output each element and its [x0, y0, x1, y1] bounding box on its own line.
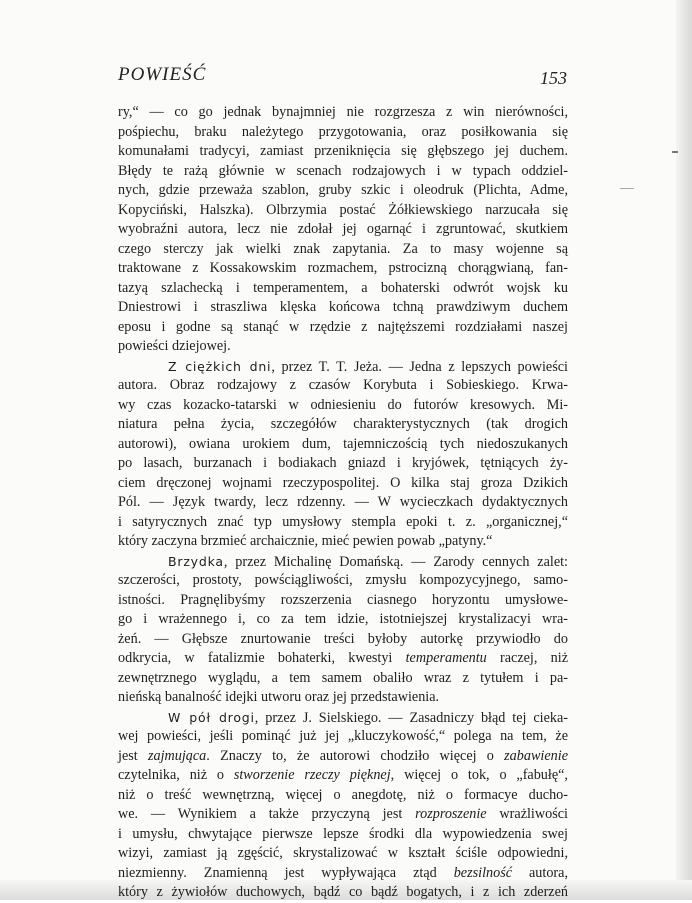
text-line: Dniestrowi i straszliwa klęska końcowa tchną prawdziwym duchem	[118, 299, 568, 315]
text-line: traktowane z Kossakowskim rozmachem, pstrocizną chorągwianą, fan-	[118, 260, 568, 276]
paragraph-1	[118, 103, 568, 357]
text-line	[118, 552, 568, 572]
text-line: i umysłu, chwytające pierwsze lepsze środki dla wypowiedzenia swej	[118, 825, 568, 842]
italic-phrase: stworzenie rzeczy pięknej	[233, 767, 391, 783]
text-line: autorowi), owiana urokiem dum, tajemniczością tych niedoszukanych	[118, 435, 568, 452]
entry-text: , przez T. T. Jeża. — Jedna z lepszych powieści	[271, 358, 568, 375]
margin-mark	[620, 188, 634, 189]
italic-phrase: rozproszenie	[415, 806, 487, 822]
body-text	[118, 103, 568, 903]
page-number: 153	[540, 68, 567, 88]
text-line: po lasach, burzanach i bodiakach gniazd i kryjówek, tętniących ży-	[118, 455, 568, 471]
text-line: i satyrycznych znać typ umysłowy stempla epoki t. z. „organicznej,“	[118, 513, 568, 530]
text-line: wizyi, zamiast ją zgęścić, skrystalizować w kształt ściśle odpowiedni,	[118, 845, 568, 861]
entry-title: Brzydka	[168, 553, 224, 569]
text-line: wy czas kozacko-tatarski w odniesieniu do futorów kresowych. Mi-	[118, 396, 568, 413]
text-line: Błędy te rażą głównie w scenach rodzajowych i w typach oddziel-	[118, 162, 568, 179]
text-line: szczerości, prostoty, powściągliwości, zmysłu kompozycyjnego, samo-	[118, 572, 568, 588]
text-line: wej powieści, jeśli pominąć już jej „kluczykowość,“ polega na tem, że	[118, 728, 568, 744]
entry-text: , przez J. Sielskiego. — Zasadniczy błąd tej cieka-	[254, 709, 568, 726]
text-line: wyobraźni autora, lecz nie zdołał jej ogarnąć i zgruntować, skutkiem	[118, 221, 568, 237]
text-line: Pól. — Język twardy, lecz rdzenny. — W wycieczkach dydaktycznych	[118, 494, 568, 510]
paragraph-2	[118, 357, 568, 552]
text-line: istności. Pragnęlibyśmy rozszerzenia ciasnego horyzontu umysłowe-	[118, 591, 568, 608]
text-line: jest zajmująca. Znaczy to, że autorowi chodziło więcej o zabawienie	[118, 747, 568, 764]
text-line: Kopyciński, Halszka). Olbrzymia postać Żółkiewskiego narzucała się	[118, 201, 568, 218]
text-line: ry,“ — co go jednak bynajmniej nie rozgrzesza z win nierówności,	[118, 104, 568, 120]
text-line: zewnętrznego wyglądu, a tem samem obaliło wraz z tytułem i pa-	[118, 669, 568, 686]
text-line	[118, 708, 568, 728]
running-head: POWIEŚĆ	[118, 64, 207, 85]
text-line: eposu i godne są stanąć w rzędzie z najtęższemi rozdziałami naszej	[118, 318, 568, 335]
text-line: niatura pełna życia, szczegółów charakterystycznych (tak drogich	[118, 416, 568, 432]
entry-text: , przez Michalinę Domańską. — Zarody cennych zalet:	[223, 553, 568, 570]
italic-phrase: zabawienie	[504, 747, 568, 764]
text-line: powieści dziejowej.	[118, 338, 231, 354]
text-line: który z żywiołów duchowych, bądź co bądź bogatych, i z ich zderzeń	[118, 884, 568, 900]
text-line: pośpiechu, braku należytego przygotowania, oraz posiłkowania się	[118, 123, 568, 140]
text-line: komunałami tradycyi, zamiast przeniknięcia się głębszego jej duchem.	[118, 143, 568, 159]
text-line	[118, 357, 568, 377]
entry-title: W pół drogi	[168, 709, 255, 725]
text-line: nych, gdzie przeważa szablon, gruby szkic i oleodruk (Plichta, Adme,	[118, 182, 568, 198]
text-line: niezmienny. Znamienną jest wypływająca ztąd bezsilność autora,	[118, 864, 568, 881]
italic-phrase: temperamentu	[405, 650, 487, 666]
text-line: odkrycia, w fatalizmie bohaterki, kwestyi temperamentu raczej, niż	[118, 650, 568, 666]
text-line: ciem dręczonej wojnami rzeczypospolitej. O kilka staj groza Dzikich	[118, 474, 568, 491]
text-line: tazyą szlachecką i temperamentem, a bohaterski odwrót wojsk ku	[118, 279, 568, 296]
text-line: nieńską banalność idejki utworu oraz jej przedstawienia.	[118, 689, 440, 705]
text-line: żeń. — Głębsze znurtowanie treści byłoby autorkę przywiodło do	[118, 630, 568, 647]
text-line: który zaczyna brzmieć archaicznie, mieć pewien powab „patyny.“	[118, 533, 493, 549]
text-line: niż o treść wewnętrzną, więcej o anegdotę, niż o formacye ducho-	[118, 786, 568, 803]
text-line: czego sterczy jak wielki znak zapytania. Za to masy wojenne są	[118, 240, 568, 257]
paragraph-3	[118, 552, 568, 708]
italic-phrase: bezsilność	[453, 864, 513, 881]
entry-title: Z ciężkich dni	[168, 358, 272, 374]
page-edge-shadow-right	[676, 0, 692, 900]
text-line: autora. Obraz rodzajowy z czasów Korybuta i Sobieskiego. Krwa-	[118, 377, 568, 393]
text-line: czytelnika, niż o stworzenie rzeczy pięknej, więcej o tok, o „fabułę“,	[118, 767, 568, 783]
paragraph-4	[118, 708, 568, 903]
italic-phrase: zajmująca	[147, 747, 207, 764]
margin-mark	[672, 151, 678, 153]
text-line: go i wrażennego i, co za tem idzie, istotniejszej krystalizacyi wra-	[118, 611, 568, 627]
text-line: we. — Wynikiem a także przyczyną jest rozproszenie wrażliwości	[118, 806, 568, 822]
